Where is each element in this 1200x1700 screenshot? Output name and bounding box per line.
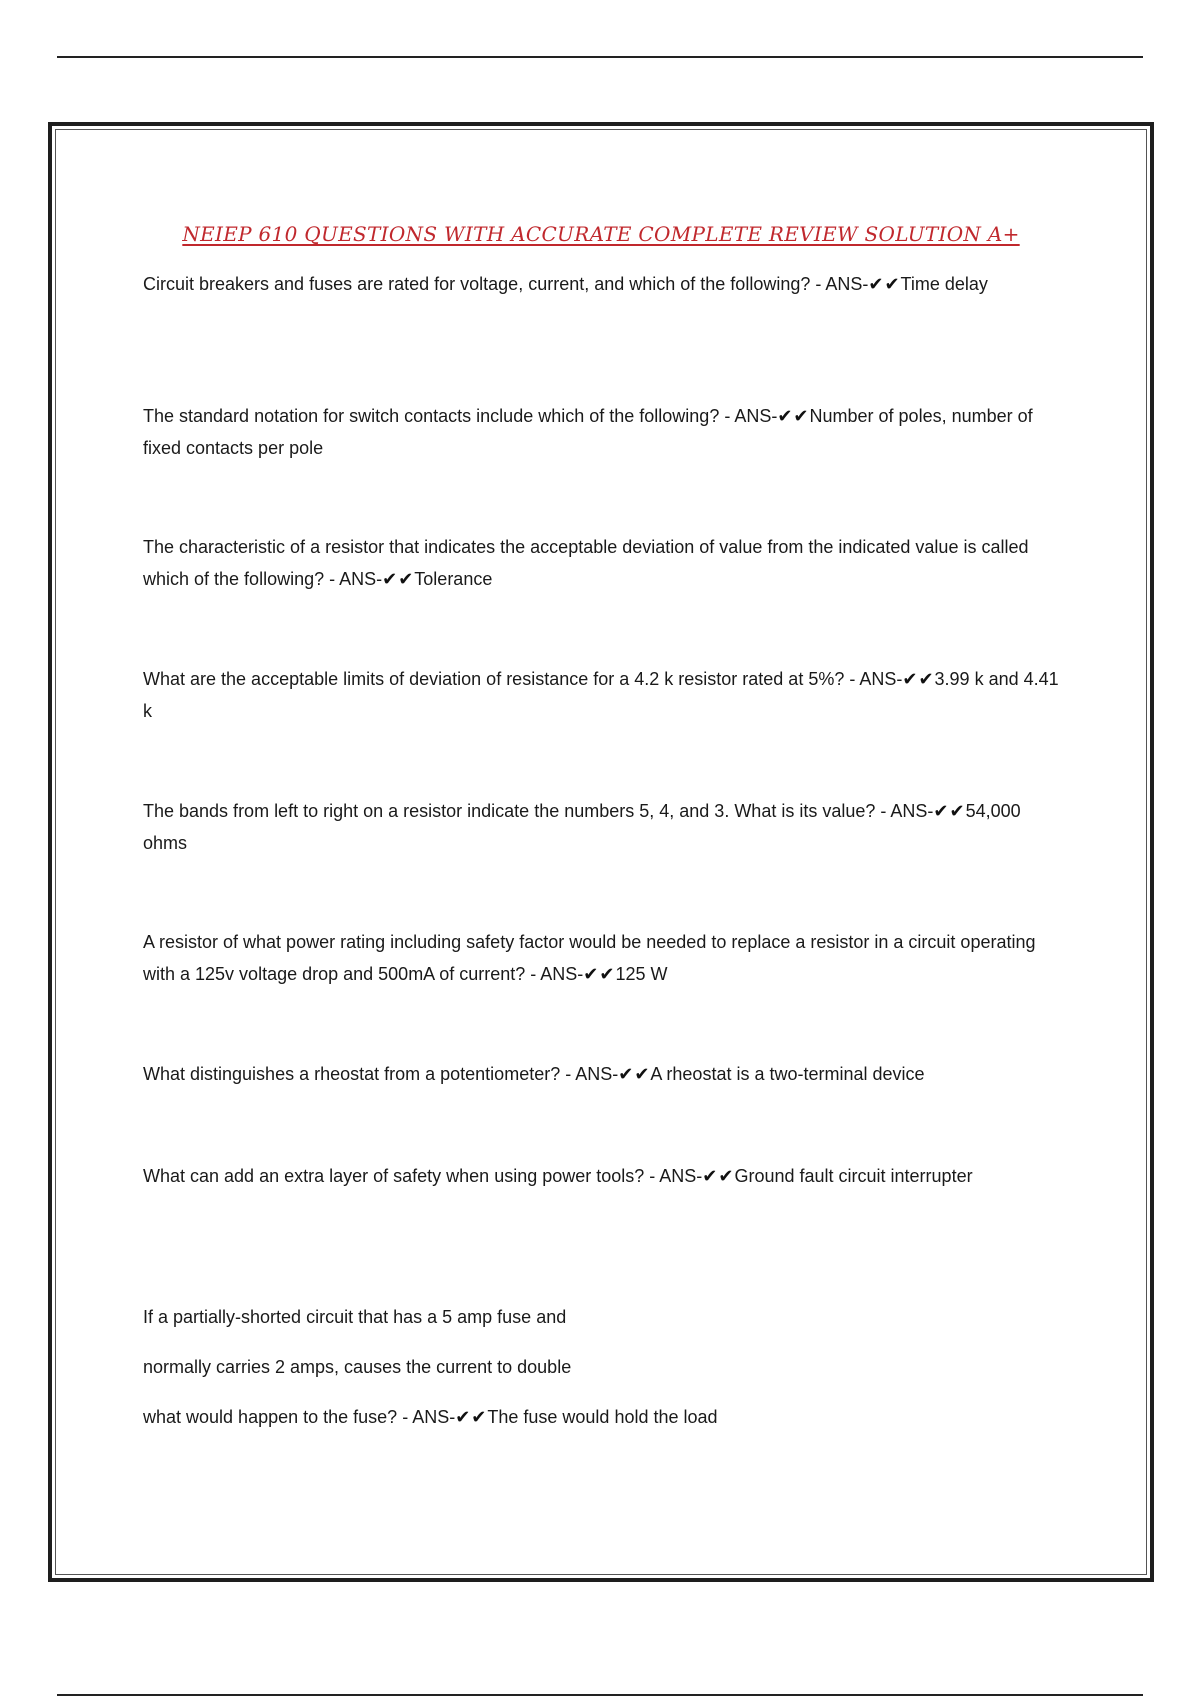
check-mark-icon: ✔✔ [902, 669, 935, 689]
answer-text: Number of poles, number of fixed contacts per pole [143, 406, 1033, 458]
question-text: what would happen to the fuse? - ANS- [143, 1407, 456, 1427]
answer-text: 3.99 k and 4.41 k [143, 669, 1059, 721]
check-mark-icon: ✔✔ [618, 1064, 651, 1084]
check-mark-icon: ✔✔ [455, 1407, 488, 1427]
check-mark-icon: ✔✔ [382, 569, 415, 589]
check-mark-icon: ✔✔ [583, 964, 616, 984]
question-text: What can add an extra layer of safety when using power tools? - ANS- [143, 1166, 703, 1186]
document-title: NEIEP 610 QUESTIONS WITH ACCURATE COMPLETE REVIEW SOLUTION A+ [182, 222, 1020, 246]
question-line-1: If a partially-shorted circuit that has a 5 amp fuse and [143, 1307, 567, 1327]
answer-text: 54,000 ohms [143, 801, 1021, 853]
question-text: What are the acceptable limits of deviation of resistance for a 4.2 k resistor rated at 5%? - ANS- [143, 669, 903, 689]
qa-item-7 [143, 1058, 1063, 1090]
answer-text: A rheostat is a two-terminal device [650, 1064, 925, 1084]
qa-item-2 [143, 400, 1063, 464]
check-mark-icon: ✔✔ [933, 801, 966, 821]
check-mark-icon: ✔✔ [868, 274, 901, 294]
answer-text: Ground fault circuit interrupter [734, 1166, 973, 1186]
question-line-3 [143, 1392, 1063, 1442]
answer-text: The fuse would hold the load [487, 1407, 718, 1427]
question-text: The standard notation for switch contacts include which of the following? - ANS- [143, 406, 778, 426]
question-text: The bands from left to right on a resistor indicate the numbers 5, 4, and 3. What is its value? - ANS- [143, 801, 934, 821]
question-text: The characteristic of a resistor that indicates the acceptable deviation of value from the indicated value is called which of the following? - ANS- [143, 537, 1029, 589]
footer-rule [57, 1694, 1143, 1696]
answer-text: 125 W [615, 964, 668, 984]
qa-item-9 [143, 1292, 1063, 1442]
answer-text: Tolerance [414, 569, 493, 589]
qa-item-4 [143, 663, 1063, 727]
answer-text: Time delay [900, 274, 988, 294]
question-text: What distinguishes a rheostat from a potentiometer? - ANS- [143, 1064, 619, 1084]
question-text: Circuit breakers and fuses are rated for voltage, current, and which of the following? - ANS- [143, 274, 869, 294]
qa-item-8 [143, 1160, 1063, 1192]
qa-item-6 [143, 926, 1063, 990]
check-mark-icon: ✔✔ [702, 1166, 735, 1186]
qa-item-1 [143, 268, 1063, 300]
qa-item-5 [143, 795, 1063, 859]
qa-item-3 [143, 531, 1063, 595]
page-frame [48, 122, 1154, 1582]
question-line-2: normally carries 2 amps, causes the current to double [143, 1357, 572, 1377]
check-mark-icon: ✔✔ [777, 406, 810, 426]
header-rule [57, 56, 1143, 58]
question-text: A resistor of what power rating including safety factor would be needed to replace a resistor in a circuit operating with a 125v voltage drop and 500mA of current? - ANS- [143, 932, 1036, 984]
